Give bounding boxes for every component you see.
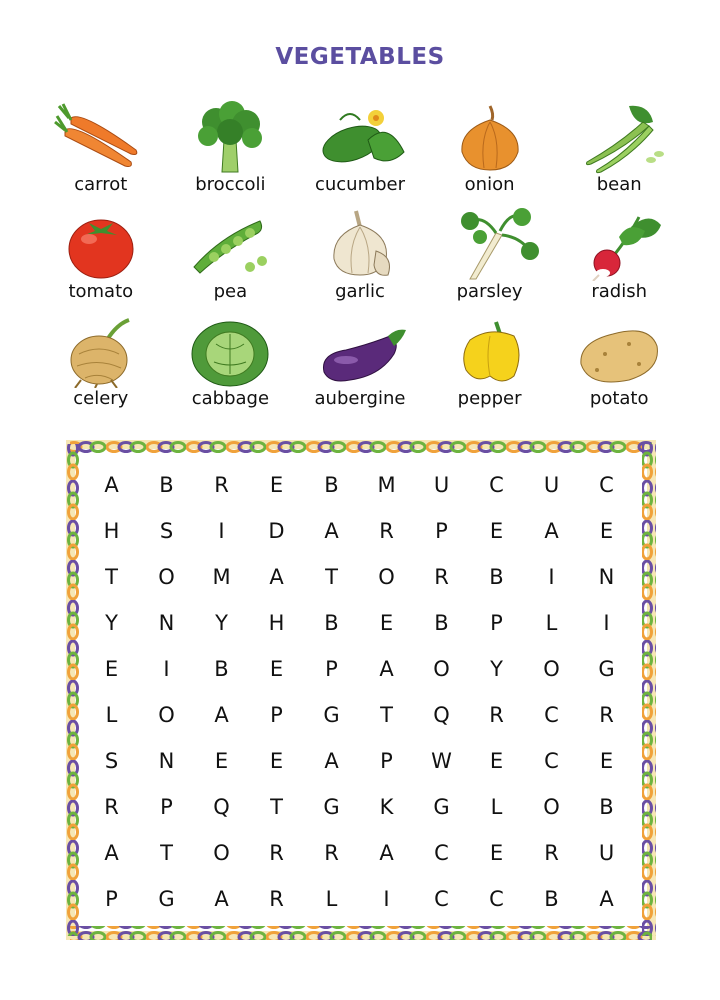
grid-letter[interactable]: E	[489, 519, 504, 543]
grid-letter[interactable]: R	[269, 887, 284, 911]
grid-letter[interactable]: R	[214, 473, 229, 497]
grid-letter[interactable]: I	[383, 887, 390, 911]
grid-letter[interactable]: R	[379, 519, 394, 543]
vegetable-card	[425, 203, 555, 310]
grid-letter[interactable]: R	[324, 841, 339, 865]
grid-letter[interactable]: C	[434, 841, 449, 865]
word-search-puzzle	[66, 440, 656, 940]
vegetable-card	[554, 203, 684, 310]
pea-icon	[166, 207, 296, 281]
grid-letter[interactable]: E	[269, 657, 284, 681]
grid-letter[interactable]: P	[325, 657, 338, 681]
grid-letter[interactable]: C	[599, 473, 614, 497]
grid-letter[interactable]: A	[104, 473, 119, 497]
grid-letter[interactable]: R	[489, 703, 504, 727]
grid-letter[interactable]: B	[159, 473, 174, 497]
potato-icon	[554, 314, 684, 388]
grid-letter[interactable]: H	[103, 519, 120, 543]
grid-letter[interactable]: B	[599, 795, 614, 819]
vegetable-card	[36, 310, 166, 417]
pepper-icon	[425, 314, 555, 388]
parsley-icon	[425, 207, 555, 281]
grid-letter[interactable]: P	[270, 703, 283, 727]
grid-letter[interactable]: O	[158, 703, 175, 727]
vegetable-label: pea	[213, 281, 248, 302]
grid-letter[interactable]: O	[158, 565, 175, 589]
grid-letter[interactable]: I	[603, 611, 610, 635]
grid-letter[interactable]: D	[268, 519, 285, 543]
vegetable-label: celery	[73, 388, 129, 409]
vegetable-card	[36, 96, 166, 203]
grid-letter[interactable]: A	[214, 887, 229, 911]
grid-letter[interactable]: A	[379, 841, 394, 865]
grid-letter[interactable]: M	[212, 565, 231, 589]
grid-letter[interactable]: B	[324, 473, 339, 497]
vegetable-card	[166, 310, 296, 417]
grid-letter[interactable]: O	[543, 795, 560, 819]
grid-letter[interactable]: I	[218, 519, 225, 543]
vegetable-label: parsley	[456, 281, 523, 302]
vegetable-label: bean	[596, 174, 642, 195]
grid-letter[interactable]: S	[104, 749, 119, 773]
grid-letter[interactable]: B	[214, 657, 229, 681]
grid-letter[interactable]: Y	[215, 611, 228, 635]
vegetable-card	[166, 203, 296, 310]
grid-letter[interactable]: E	[269, 473, 284, 497]
grid-letter[interactable]: L	[490, 795, 503, 819]
vegetable-label: cabbage	[191, 388, 270, 409]
grid-letter[interactable]: Q	[433, 703, 450, 727]
onion-icon	[425, 100, 555, 174]
grid-letter[interactable]: A	[379, 657, 394, 681]
vegetable-label: tomato	[68, 281, 134, 302]
grid-letter[interactable]: B	[489, 565, 504, 589]
page-title: VEGETABLES	[275, 44, 445, 70]
grid-letter[interactable]: C	[434, 887, 449, 911]
grid-letter[interactable]: G	[598, 657, 615, 681]
vegetable-card	[295, 310, 425, 417]
grid-letter[interactable]: G	[433, 795, 450, 819]
vegetable-card	[166, 96, 296, 203]
grid-letter[interactable]: C	[489, 473, 504, 497]
grid-letter[interactable]: N	[158, 611, 175, 635]
grid-letter[interactable]: Q	[213, 795, 230, 819]
grid-letter[interactable]: I	[163, 657, 170, 681]
grid-letter[interactable]: R	[434, 565, 449, 589]
grid-letter[interactable]: B	[544, 887, 559, 911]
grid-letter[interactable]: W	[431, 749, 452, 773]
grid-letter[interactable]: A	[324, 749, 339, 773]
grid-letter[interactable]: C	[544, 749, 559, 773]
grid-letter[interactable]: R	[544, 841, 559, 865]
grid-letter[interactable]: E	[489, 749, 504, 773]
vegetable-card	[554, 96, 684, 203]
garlic-icon	[295, 207, 425, 281]
grid-letter[interactable]: O	[213, 841, 230, 865]
grid-letter[interactable]: E	[104, 657, 119, 681]
grid-letter[interactable]: G	[323, 703, 340, 727]
grid-letter[interactable]: R	[599, 703, 614, 727]
tomato-icon	[36, 207, 166, 281]
grid-letter[interactable]: R	[104, 795, 119, 819]
bean-icon	[554, 100, 684, 174]
grid-letter[interactable]: E	[599, 519, 614, 543]
grid-letter[interactable]: E	[379, 611, 394, 635]
grid-letter[interactable]: P	[435, 519, 448, 543]
grid-letter[interactable]: U	[598, 841, 615, 865]
grid-letter[interactable]: A	[599, 887, 614, 911]
broccoli-icon	[166, 100, 296, 174]
grid-letter[interactable]: T	[325, 565, 338, 589]
grid-letter[interactable]: P	[490, 611, 503, 635]
grid-letter[interactable]: P	[160, 795, 173, 819]
grid-letter[interactable]: T	[160, 841, 173, 865]
grid-letter[interactable]: E	[489, 841, 504, 865]
vegetable-card	[36, 203, 166, 310]
grid-letter[interactable]: A	[214, 703, 229, 727]
vegetable-card	[295, 203, 425, 310]
grid-letter[interactable]: B	[434, 611, 449, 635]
grid-letter[interactable]: Y	[105, 611, 118, 635]
grid-letter[interactable]: A	[269, 565, 284, 589]
grid-letter[interactable]: O	[543, 657, 560, 681]
vegetable-label: cucumber	[314, 174, 406, 195]
grid-letter[interactable]: C	[489, 887, 504, 911]
radish-icon	[554, 207, 684, 281]
grid-letter[interactable]: G	[158, 887, 175, 911]
vegetable-label: radish	[591, 281, 648, 302]
grid-letter[interactable]: A	[544, 519, 559, 543]
grid-letter[interactable]: T	[105, 565, 118, 589]
vegetable-label: aubergine	[314, 388, 406, 409]
vegetable-label: pepper	[457, 388, 522, 409]
cabbage-icon	[166, 314, 296, 388]
grid-letter[interactable]: I	[548, 565, 555, 589]
vegetable-label: onion	[464, 174, 515, 195]
vegetable-label: potato	[589, 388, 649, 409]
grid-letter[interactable]: A	[324, 519, 339, 543]
vegetable-label: garlic	[335, 281, 385, 302]
grid-letter[interactable]: O	[433, 657, 450, 681]
grid-letter[interactable]: B	[324, 611, 339, 635]
carrot-icon	[36, 100, 166, 174]
grid-letter[interactable]: S	[159, 519, 174, 543]
vegetable-card	[425, 96, 555, 203]
grid-letter[interactable]: L	[105, 703, 118, 727]
grid-letter[interactable]: E	[214, 749, 229, 773]
aubergine-icon	[295, 314, 425, 388]
grid-letter[interactable]: H	[268, 611, 285, 635]
grid-letter[interactable]: E	[599, 749, 614, 773]
grid-letter[interactable]: C	[544, 703, 559, 727]
vegetable-card	[425, 310, 555, 417]
grid-letter[interactable]: K	[379, 795, 394, 819]
grid-letter[interactable]: L	[545, 611, 558, 635]
grid-letter[interactable]: L	[325, 887, 338, 911]
vegetable-label: carrot	[74, 174, 128, 195]
grid-letter[interactable]: N	[158, 749, 175, 773]
letter-grid	[84, 462, 634, 922]
grid-letter[interactable]: P	[105, 887, 118, 911]
vegetable-card	[554, 310, 684, 417]
grid-letter[interactable]: T	[270, 795, 283, 819]
grid-letter[interactable]: T	[380, 703, 393, 727]
grid-letter[interactable]: R	[269, 841, 284, 865]
grid-letter[interactable]: M	[377, 473, 396, 497]
grid-letter[interactable]: U	[433, 473, 450, 497]
grid-letter[interactable]: N	[598, 565, 615, 589]
celery-icon	[36, 314, 166, 388]
grid-letter[interactable]: G	[323, 795, 340, 819]
grid-letter[interactable]: A	[104, 841, 119, 865]
grid-letter[interactable]: E	[269, 749, 284, 773]
vegetable-label: broccoli	[195, 174, 266, 195]
grid-letter[interactable]: O	[378, 565, 395, 589]
vegetable-picture-grid	[36, 96, 684, 417]
cucumber-icon	[295, 100, 425, 174]
grid-letter[interactable]: Y	[490, 657, 503, 681]
grid-letter[interactable]: U	[543, 473, 560, 497]
grid-letter[interactable]: P	[380, 749, 393, 773]
vegetable-card	[295, 96, 425, 203]
